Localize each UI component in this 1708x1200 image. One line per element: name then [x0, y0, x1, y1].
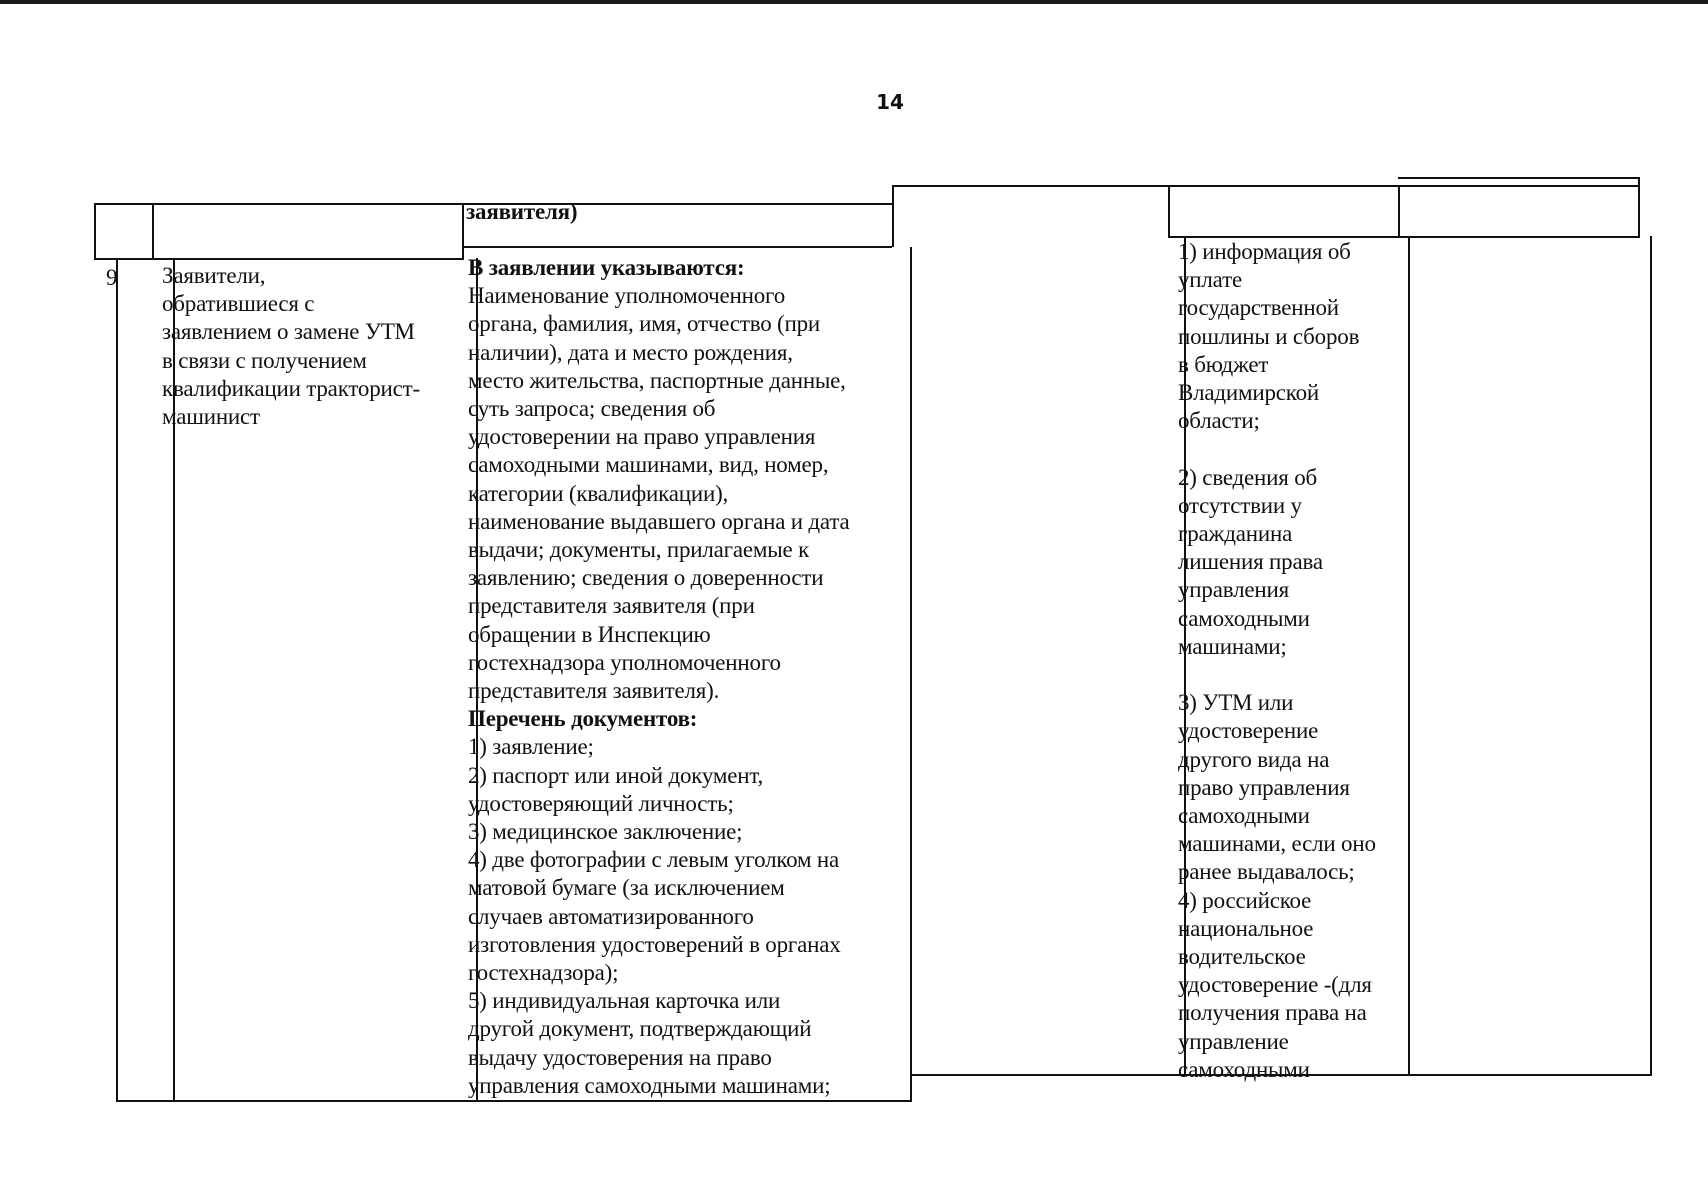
applicants-line: квалификации тракторист-: [162, 375, 420, 401]
col-line-0-lower: [116, 258, 118, 1102]
interagency-item2-line: машинами;: [1178, 633, 1287, 659]
interagency-item1-line: пошлины и сборов: [1178, 323, 1360, 349]
col-line-6-lower: [1650, 236, 1652, 1076]
application-contents-line: Наименование уполномоченного: [468, 283, 786, 309]
applicants-line: машинист: [162, 404, 260, 430]
interagency-item1-line: 1) информация об: [1178, 239, 1351, 264]
application-contents-line: наименование выдавшего органа и дата: [468, 508, 850, 534]
interagency-item3-line: водительское: [1178, 944, 1306, 970]
application-contents-line: выдачи; документы, прилагаемые к: [468, 537, 810, 563]
documents-list-line: гостехнадзора);: [468, 960, 619, 986]
interagency-item3-line: удостоверение: [1178, 718, 1319, 744]
interagency-item2-line: 2) сведения об: [1178, 464, 1318, 490]
application-contents-heading: В заявлении указываются:: [468, 255, 745, 280]
application-contents-line: заявлению; сведения о доверенности: [468, 565, 824, 591]
table-top-border-right: [892, 185, 1640, 187]
row-separator-col3: [464, 246, 892, 248]
documents-list-line: 5) индивидуальная карточка или: [468, 988, 781, 1014]
interagency-item1-line: области;: [1178, 408, 1260, 434]
interagency-item2-line: самоходными: [1178, 605, 1310, 631]
col-line-5-lower: [1408, 236, 1410, 1076]
interagency-item3-line: 3) УТМ или: [1178, 690, 1294, 716]
documents-list-line: 3) медицинское заключение;: [468, 819, 743, 845]
interagency-item3-line: управление: [1178, 1028, 1289, 1054]
application-contents-line: представителя заявителя (при: [468, 593, 755, 619]
documents-list-line: выдачу удостоверения на право: [468, 1044, 772, 1070]
interagency-item3-line: удостоверение -(для: [1178, 972, 1372, 998]
interagency-item2-line: гражданина: [1178, 521, 1293, 547]
documents-list-line: случаев автоматизированного: [468, 903, 754, 929]
col-line-3: [892, 185, 894, 247]
interagency-item3-line: национальное: [1178, 915, 1314, 941]
applicants-cell: [162, 262, 420, 431]
col-line-6: [1638, 177, 1640, 237]
documents-list-heading: Перечень документов:: [468, 706, 698, 732]
application-contents-line: наличии), дата и место рождения,: [468, 339, 793, 365]
application-contents-cell: [468, 254, 849, 1100]
interagency-item1-line: в бюджет: [1178, 351, 1269, 377]
continued-cell-col3: заявителя): [466, 199, 578, 224]
applicants-line: заявлением о замене УТМ: [162, 319, 415, 345]
applicants-line: обратившиеся с: [162, 291, 315, 317]
documents-list-line: 4) две фотографии с левым уголком на: [468, 847, 840, 873]
row-separator-left: [94, 258, 464, 260]
documents-list-line: изготовления удостоверений в органах: [468, 931, 841, 957]
interagency-documents-cell: [1178, 238, 1376, 1084]
table-bottom-border-step: [910, 1074, 912, 1102]
interagency-item3-line: получения права на: [1178, 1000, 1367, 1026]
col-line-0: [94, 203, 96, 258]
application-contents-line: самоходными машинами, вид, номер,: [468, 452, 829, 478]
interagency-item2-line: управления: [1178, 577, 1289, 603]
application-contents-line: суть запроса; сведения об: [468, 396, 716, 422]
documents-list-line: другой документ, подтверждающий: [468, 1016, 812, 1042]
documents-list-line: удостоверяющий личность;: [468, 790, 734, 816]
table-top-border-far-right: [1398, 177, 1640, 179]
applicants-line: Заявители,: [162, 263, 266, 288]
interagency-item2-line: лишения права: [1178, 549, 1323, 575]
documents-list-line: 2) паспорт или иной документ,: [468, 762, 764, 788]
interagency-item3-line: другого вида на: [1178, 746, 1330, 772]
col-line-1: [152, 203, 154, 258]
application-contents-line: удостоверении на право управления: [468, 424, 816, 450]
interagency-item3-line: машинами, если оно: [1178, 831, 1376, 857]
application-contents-line: категории (квалификации),: [468, 480, 729, 506]
col-line-2: [462, 203, 464, 258]
col-line-3-lower: [910, 247, 912, 1077]
application-contents-line: органа, фамилия, имя, отчество (при: [468, 311, 821, 337]
application-contents-line: представителя заявителя).: [468, 678, 720, 704]
interagency-item3-line: ранее выдавалось;: [1178, 859, 1355, 885]
interagency-item1-line: Владимирской: [1178, 380, 1320, 406]
interagency-item1-line: государственной: [1178, 295, 1339, 321]
interagency-item3-line: право управления: [1178, 774, 1350, 800]
col-line-4: [1168, 185, 1170, 236]
application-contents-line: место жительства, паспортные данные,: [468, 367, 846, 393]
application-contents-line: гостехнадзора уполномоченного: [468, 649, 781, 675]
top-edge-rule: [0, 0, 1708, 4]
application-contents-line: обращении в Инспекцию: [468, 621, 711, 647]
documents-list-line: 1) заявление;: [468, 734, 594, 760]
col-line-5: [1398, 185, 1400, 236]
interagency-item2-line: отсутствии у: [1178, 492, 1302, 518]
row-number: 9: [106, 265, 118, 290]
interagency-item3-line: самоходными: [1178, 1056, 1310, 1082]
table-bottom-border-left: [116, 1100, 912, 1102]
page-number: 14: [876, 90, 904, 114]
interagency-item1-line: уплате: [1178, 267, 1242, 293]
documents-list-line: матовой бумаге (за исключением: [468, 875, 785, 901]
applicants-line: в связи с получением: [162, 347, 367, 373]
interagency-item3-line: 4) российское: [1178, 887, 1312, 913]
interagency-item3-line: самоходными: [1178, 803, 1310, 829]
documents-list-line: управления самоходными машинами;: [468, 1072, 831, 1098]
interagency-spacer: [1178, 661, 1376, 689]
interagency-spacer: [1178, 435, 1376, 463]
